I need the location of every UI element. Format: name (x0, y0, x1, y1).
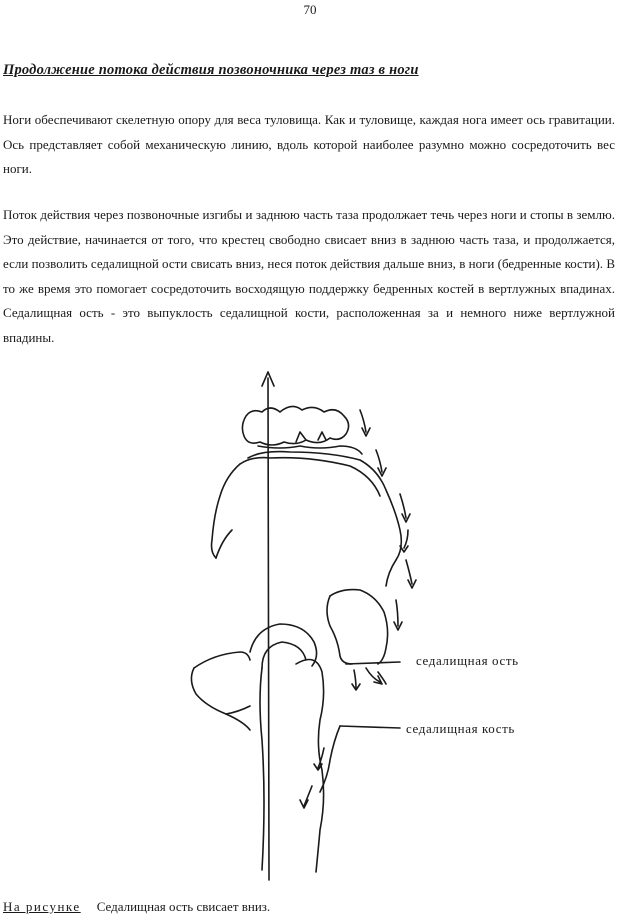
sacrum-outline (242, 406, 362, 454)
paragraph-legs-support: Ноги обеспечивают скелетную опору для веса туловища. Как и туловище, каждая нога имеет ось гравитации. Ось представляет собой механическую линию, вдоль которой наиболее разумно можно сосредоточить вес ноги. (3, 112, 615, 176)
paragraph-flow-of-action: Поток действия через позвоночные изгибы и заднюю часть таза продолжает течь через ноги и стопы в землю. Это действие, начинается от того, что крестец свободно свисает вниз в заднюю часть таза, и продолжается, если позволить седалищной ости свисать вниз, неся поток действия дальше вниз, в ноги (бедренные кости). В то же время это помогает сосредоточить восходящую поддержку бедренных костей в вертлужных впадинах. Седалищная ость - это выпуклость седалищной кости, расположенная за и немного ниже вертлужной впадины. (3, 207, 615, 345)
label-ischial-bone: седалищная кость (406, 721, 515, 736)
figure-caption (3, 899, 270, 915)
caption-text: Седалищная ость свисает вниз. (96, 899, 271, 914)
caption-prefix: На рисунке (3, 899, 81, 914)
ilium-outline (212, 452, 402, 586)
ischium-outline (327, 590, 400, 664)
femoral-head-outline (250, 624, 324, 872)
pelvis-sketch-figure (0, 340, 620, 900)
ischial-bone-pointer (320, 726, 400, 792)
pubis-outline (191, 652, 250, 730)
page-number: 70 (303, 2, 317, 17)
label-ischial-spine: седалищная ость (416, 653, 519, 668)
section-heading: Продолжение потока действия позвоночника через таз в ноги (3, 62, 419, 78)
